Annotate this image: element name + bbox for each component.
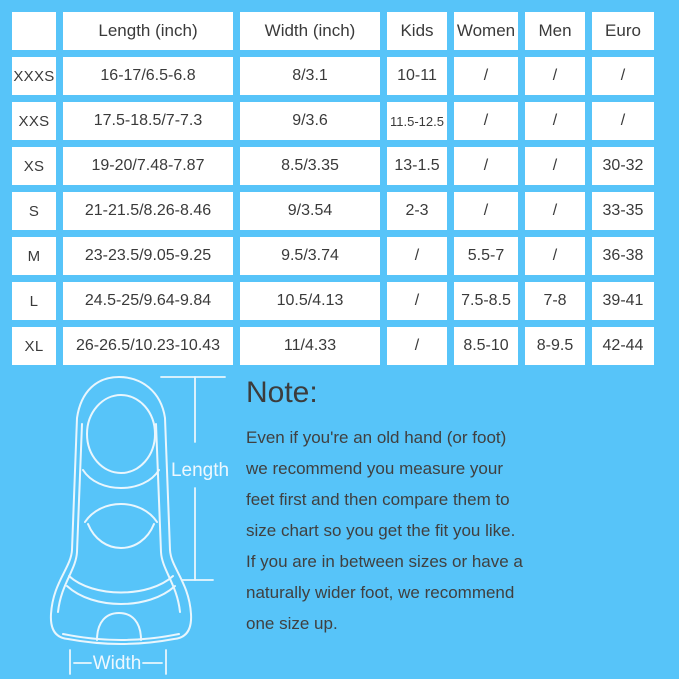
length-dimension-label: Length (170, 460, 230, 481)
row-label: L (12, 282, 56, 320)
table-cell-euro: 42-44 (592, 327, 654, 365)
table-cell-euro: 30-32 (592, 147, 654, 185)
blade-band-upper (69, 576, 173, 593)
width-dimension-label: Width (92, 653, 142, 674)
note-section (246, 376, 666, 639)
pocket-curve-mid (85, 504, 157, 522)
table-cell-width: 10.5/4.13 (240, 282, 380, 320)
table-cell-euro: / (592, 102, 654, 140)
table-cell-women: / (454, 147, 518, 185)
table-cell-men: / (525, 147, 585, 185)
table-cell-euro: 36-38 (592, 237, 654, 275)
table-cell-women: 5.5-7 (454, 237, 518, 275)
table-cell-women: / (454, 102, 518, 140)
corner-cell (12, 12, 56, 50)
note-line: If you are in between sizes or have a (246, 552, 523, 571)
foot-opening (87, 395, 155, 473)
table-cell-width: 9/3.6 (240, 102, 380, 140)
table-row (12, 192, 654, 230)
note-body (246, 422, 666, 639)
note-line: we recommend you measure your (246, 459, 504, 478)
table-cell-women: 8.5-10 (454, 327, 518, 365)
table-cell-euro: 33-35 (592, 192, 654, 230)
table-cell-men: / (525, 57, 585, 95)
note-line: size chart so you get the fit you like. (246, 521, 516, 540)
bottom-arch (97, 613, 141, 640)
table-cell-kids: 11.5-12.5 (387, 102, 447, 140)
row-label: XL (12, 327, 56, 365)
table-cell-width: 11/4.33 (240, 327, 380, 365)
table-cell-men: / (525, 237, 585, 275)
table-cell-length: 16-17/6.5-6.8 (63, 57, 233, 95)
column-header: Kids (387, 12, 447, 50)
table-cell-length: 23-23.5/9.05-9.25 (63, 237, 233, 275)
table-cell-width: 9/3.54 (240, 192, 380, 230)
row-label: XXS (12, 102, 56, 140)
note-line: one size up. (246, 614, 338, 633)
table-cell-length: 19-20/7.48-7.87 (63, 147, 233, 185)
table-cell-women: 7.5-8.5 (454, 282, 518, 320)
table-cell-length: 21-21.5/8.26-8.46 (63, 192, 233, 230)
table-cell-euro: 39-41 (592, 282, 654, 320)
note-heading: Note: (246, 376, 318, 409)
table-row (12, 102, 654, 140)
table-cell-men: 8-9.5 (525, 327, 585, 365)
column-header: Width (inch) (240, 12, 380, 50)
note-line: Even if you're an old hand (or foot) (246, 428, 507, 447)
table-cell-kids: / (387, 237, 447, 275)
table-cell-men: / (525, 102, 585, 140)
header-row (12, 12, 654, 50)
table-cell-men: / (525, 192, 585, 230)
column-header: Euro (592, 12, 654, 50)
row-label: M (12, 237, 56, 275)
table-cell-kids: 2-3 (387, 192, 447, 230)
table-cell-kids: / (387, 327, 447, 365)
table-row (12, 282, 654, 320)
column-header: Men (525, 12, 585, 50)
table-cell-kids: 10-11 (387, 57, 447, 95)
table-cell-width: 8/3.1 (240, 57, 380, 95)
row-label: XXXS (12, 57, 56, 95)
column-header: Women (454, 12, 518, 50)
table-cell-length: 26-26.5/10.23-10.43 (63, 327, 233, 365)
column-header: Length (inch) (63, 12, 233, 50)
row-label: XS (12, 147, 56, 185)
note-line: naturally wider foot, we recommend (246, 583, 515, 602)
bottom-rim (63, 634, 179, 640)
row-label: S (12, 192, 56, 230)
table-cell-kids: 13-1.5 (387, 147, 447, 185)
table-cell-width: 9.5/3.74 (240, 237, 380, 275)
pocket-disc (88, 524, 154, 548)
table-cell-length: 17.5-18.5/7-7.3 (63, 102, 233, 140)
table-row (12, 327, 654, 365)
table-row (12, 57, 654, 95)
table-cell-width: 8.5/3.35 (240, 147, 380, 185)
table-cell-kids: / (387, 282, 447, 320)
note-line: feet first and then compare them to (246, 490, 510, 509)
fin-diagram (33, 372, 238, 679)
blade-band-lower (67, 586, 175, 604)
table-cell-women: / (454, 192, 518, 230)
table-cell-women: / (454, 57, 518, 95)
size-chart-table (5, 5, 661, 372)
table-row (12, 237, 654, 275)
table-row (12, 147, 654, 185)
table-cell-men: 7-8 (525, 282, 585, 320)
table-cell-length: 24.5-25/9.64-9.84 (63, 282, 233, 320)
table-cell-euro: / (592, 57, 654, 95)
